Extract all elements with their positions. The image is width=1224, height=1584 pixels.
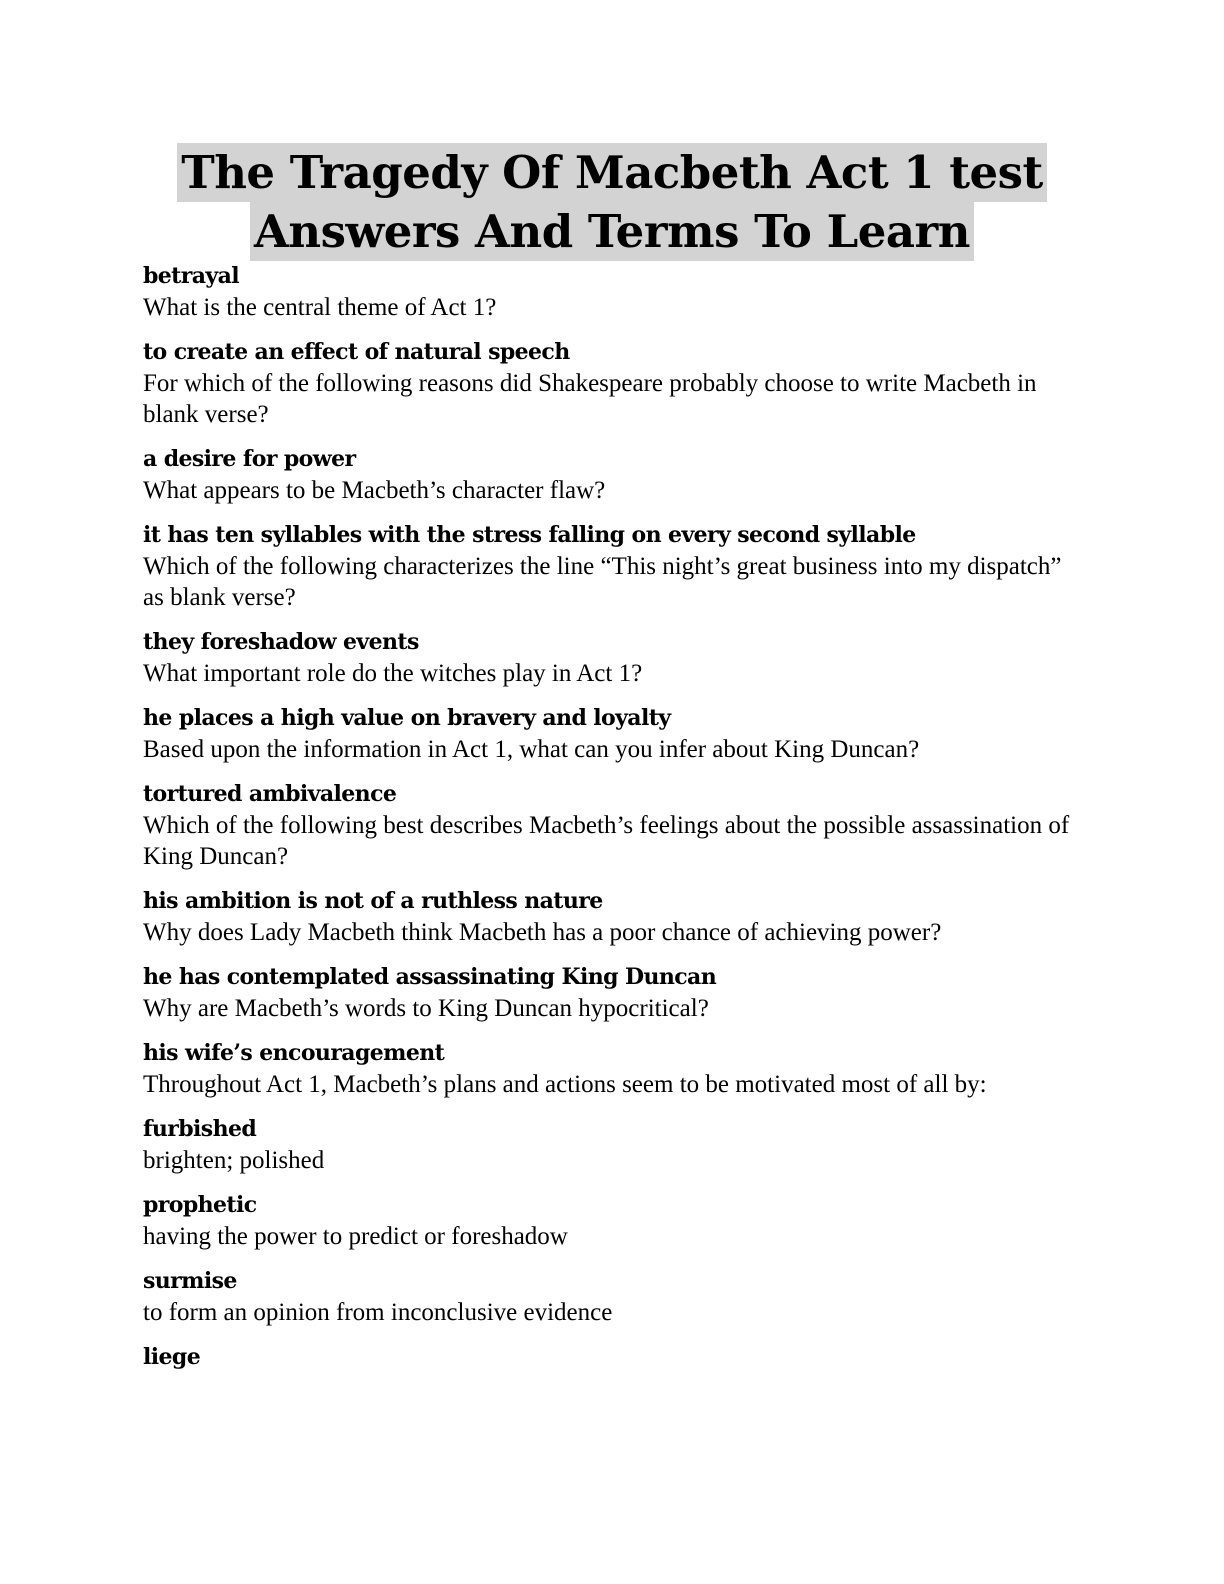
definition: having the power to predict or foreshadow xyxy=(143,1223,568,1250)
list-item xyxy=(143,703,1083,765)
list-item xyxy=(143,962,1083,1024)
definition: Based upon the information in Act 1, what can you infer about King Duncan? xyxy=(143,736,920,763)
terms-list xyxy=(143,261,1083,1387)
list-item xyxy=(143,1266,1083,1328)
list-item xyxy=(143,261,1083,323)
definition: brighten; polished xyxy=(143,1147,325,1174)
term: he places a high value on bravery and loyalty xyxy=(143,705,671,731)
term: betrayal xyxy=(143,263,239,289)
title-line-1: The Tragedy Of Macbeth Act 1 test xyxy=(177,143,1047,202)
definition: Why does Lady Macbeth think Macbeth has a poor chance of achieving power? xyxy=(143,919,942,946)
term: to create an effect of natural speech xyxy=(143,339,570,365)
term: prophetic xyxy=(143,1192,257,1218)
definition: For which of the following reasons did Shakespeare probably choose to write Macbeth in blank verse? xyxy=(143,370,1037,428)
list-item xyxy=(143,337,1083,430)
definition: Which of the following characterizes the line “This night’s great business into my dispatch” as blank verse? xyxy=(143,553,1062,611)
list-item xyxy=(143,520,1083,613)
term: a desire for power xyxy=(143,446,356,472)
definition: What is the central theme of Act 1? xyxy=(143,294,497,321)
list-item xyxy=(143,779,1083,872)
term: his wife’s encouragement xyxy=(143,1040,445,1066)
list-item xyxy=(143,444,1083,506)
term: surmise xyxy=(143,1268,237,1294)
definition: to form an opinion from inconclusive evidence xyxy=(143,1299,613,1326)
list-item xyxy=(143,627,1083,689)
title-line-2: Answers And Terms To Learn xyxy=(250,202,974,261)
term: tortured ambivalence xyxy=(143,781,397,807)
term: they foreshadow events xyxy=(143,629,419,655)
definition: Why are Macbeth’s words to King Duncan hypocritical? xyxy=(143,995,709,1022)
term: his ambition is not of a ruthless nature xyxy=(143,888,603,914)
list-item xyxy=(143,1342,1083,1373)
term: furbished xyxy=(143,1116,257,1142)
definition: Throughout Act 1, Macbeth’s plans and actions seem to be motivated most of all by: xyxy=(143,1071,987,1098)
definition: What appears to be Macbeth’s character flaw? xyxy=(143,477,606,504)
term: he has contemplated assassinating King Duncan xyxy=(143,964,717,990)
term: it has ten syllables with the stress falling on every second syllable xyxy=(143,522,916,548)
definition: What important role do the witches play in Act 1? xyxy=(143,660,643,687)
definition: Which of the following best describes Macbeth’s feelings about the possible assassination of King Duncan? xyxy=(143,812,1070,870)
list-item xyxy=(143,1038,1083,1100)
page-title xyxy=(0,143,1224,261)
list-item xyxy=(143,1114,1083,1176)
list-item xyxy=(143,1190,1083,1252)
list-item xyxy=(143,886,1083,948)
term: liege xyxy=(143,1344,201,1370)
